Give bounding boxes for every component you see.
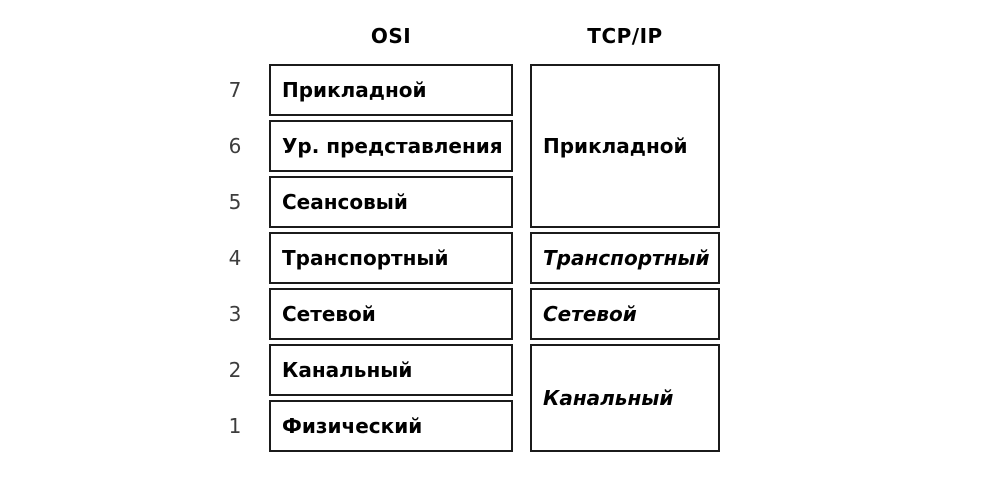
tcpip-layer-box-transport <box>530 232 720 284</box>
osi-layer-box-datalink <box>269 344 513 396</box>
osi-layer-number-5: 5 <box>228 190 242 214</box>
osi-layer-number-6: 6 <box>228 134 242 158</box>
osi-layer-number-7: 7 <box>228 78 242 102</box>
tcpip-column-header: TCP/IP <box>587 24 663 48</box>
osi-layer-number-4: 4 <box>228 246 242 270</box>
osi-layer-label: Сеансовый <box>282 190 408 214</box>
osi-layer-label: Прикладной <box>282 78 427 102</box>
osi-layer-box-application <box>269 64 513 116</box>
osi-layer-box-presentation <box>269 120 513 172</box>
tcpip-layer-box-application <box>530 64 720 228</box>
osi-layer-number-1: 1 <box>228 414 242 438</box>
osi-column-header: OSI <box>370 24 412 48</box>
osi-layer-number-2: 2 <box>228 358 242 382</box>
tcpip-layer-label: Прикладной <box>543 134 688 158</box>
osi-layer-label: Ур. представления <box>282 134 503 158</box>
tcpip-layer-box-network <box>530 288 720 340</box>
osi-layer-label: Канальный <box>282 358 413 382</box>
tcpip-layer-box-link <box>530 344 720 452</box>
tcpip-layer-label: Сетевой <box>543 302 637 326</box>
osi-layer-box-network <box>269 288 513 340</box>
osi-layer-box-physical <box>269 400 513 452</box>
tcpip-layer-label: Транспортный <box>543 246 710 270</box>
osi-layer-box-session <box>269 176 513 228</box>
osi-layer-box-transport <box>269 232 513 284</box>
osi-layer-label: Транспортный <box>282 246 449 270</box>
osi-layer-label: Физический <box>282 414 423 438</box>
osi-layer-number-3: 3 <box>228 302 242 326</box>
osi-layer-label: Сетевой <box>282 302 376 326</box>
tcpip-layer-label: Канальный <box>543 386 674 410</box>
